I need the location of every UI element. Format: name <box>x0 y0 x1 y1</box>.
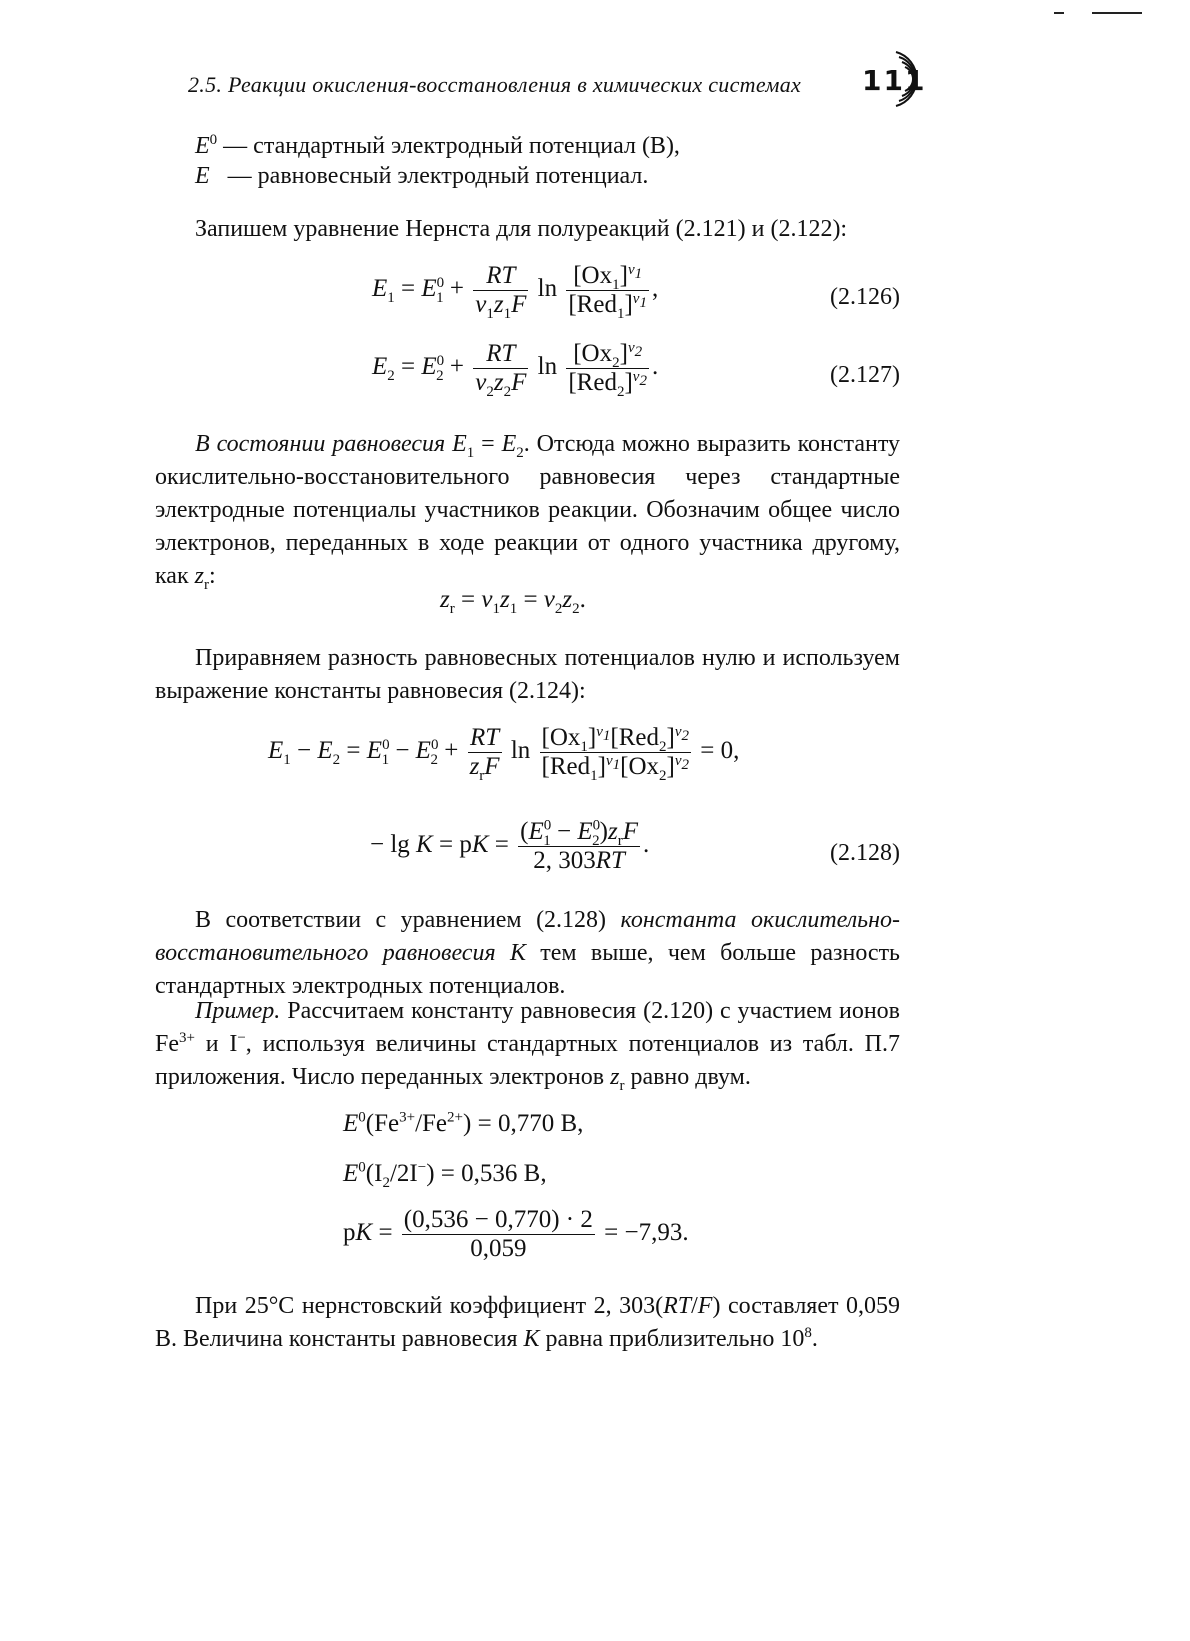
equation-number-2-128: (2.128) <box>830 840 900 866</box>
scan-mark-dash <box>1054 12 1064 14</box>
equilibrium-paragraph: В состоянии равновесия $E_1 = E_2$. Отсюда можно выразить константу окислительно-восстановительного равновесия через стандартные электродные потенциалы участников реакции. Обозначим общее число электронов, переданных в ходе реакции от одного участника другому, как $z_r$: <box>155 431 900 593</box>
running-header <box>188 72 801 98</box>
definition-e0: $E^0$ — стандартный электродный потенциал (В), <box>195 132 680 159</box>
definition-e: E — равновесный электродный потенциал. <box>195 163 649 189</box>
zr-definition: $z_r = \nu_1z_1 = \nu_2z_2$. <box>440 586 586 617</box>
example-e0-i: $E^0(I_2/2I^-) = 0,536$ В, <box>343 1159 547 1191</box>
scan-mark-line <box>1092 12 1142 14</box>
conclusion-paragraph: В соответствии с уравнением (2.128) константа окислительно-восстановительного равновесия K тем выше, чем больше разность стандартных электродных потенциалов. <box>155 907 901 999</box>
final-paragraph: При 25°C нернстовский коэффициент 2, 303(RT/F) составляет 0,059 В. Величина константы равновесия K равна приблизительно $10^8$. <box>155 1293 900 1352</box>
nernst-intro: Запишем уравнение Нернста для полуреакций (2.121) и (2.122): <box>195 216 848 242</box>
running-title: 2.5. Реакции окисления-восстановления в химических системах <box>188 72 802 97</box>
example-paragraph: Пример. Рассчитаем константу равновесия (2.120) с участием ионов $Fe^{3+}$ и I−, используя величины стандартных потенциалов из табл. П.7 приложения. Число переданных электронов $z_r$ равно двум. <box>155 998 901 1094</box>
equation-2-128: − lg K = pK = $\frac{(E^0_1 - E^0_2)z_rF}{2, 303RT}$ . <box>370 817 650 874</box>
example-e0-fe: $E^0(Fe^{3+}/Fe^{2+}) = 0,770$ В, <box>343 1109 584 1137</box>
equation-number-2-127: (2.127) <box>830 362 900 388</box>
page-number: 111 <box>862 64 927 97</box>
equation-2-127: $E_2 = E^0_2$ + $\frac{RT}{\nu_2z_2F}$ ln $\frac{[Ox_2]^{\nu_2}}{[Red_2]^{\nu_2}}$ . <box>372 339 659 400</box>
equation-e1-minus-e2: $E_1 - E_2 = E^0_1 - E^0_2$ + $\frac{RT}{z_rF}$ ln $\frac{[Ox_1]^{\nu_1}[Red_2]^{\nu_2}}{[Red_1]^{\nu_1}[Ox_2]^{\nu_2}}$ = 0, <box>268 723 740 784</box>
equate-paragraph: Приравняем разность равновесных потенциалов нулю и используем выражение константы равновесия (2.124): <box>155 645 900 704</box>
page-number-ornament <box>892 48 932 110</box>
equation-2-126: $E_1 = E^0_1$ + $\frac{RT}{\nu_1z_1F}$ ln $\frac{[Ox_1]^{\nu_1}}{[Red_1]^{\nu_1}}$ , <box>372 261 659 322</box>
equation-number-2-126: (2.126) <box>830 284 900 310</box>
example-pk: pK = $\frac{(0,536 - 0,770) \cdot 2}{0,059}$ = −7,93. <box>343 1206 689 1262</box>
